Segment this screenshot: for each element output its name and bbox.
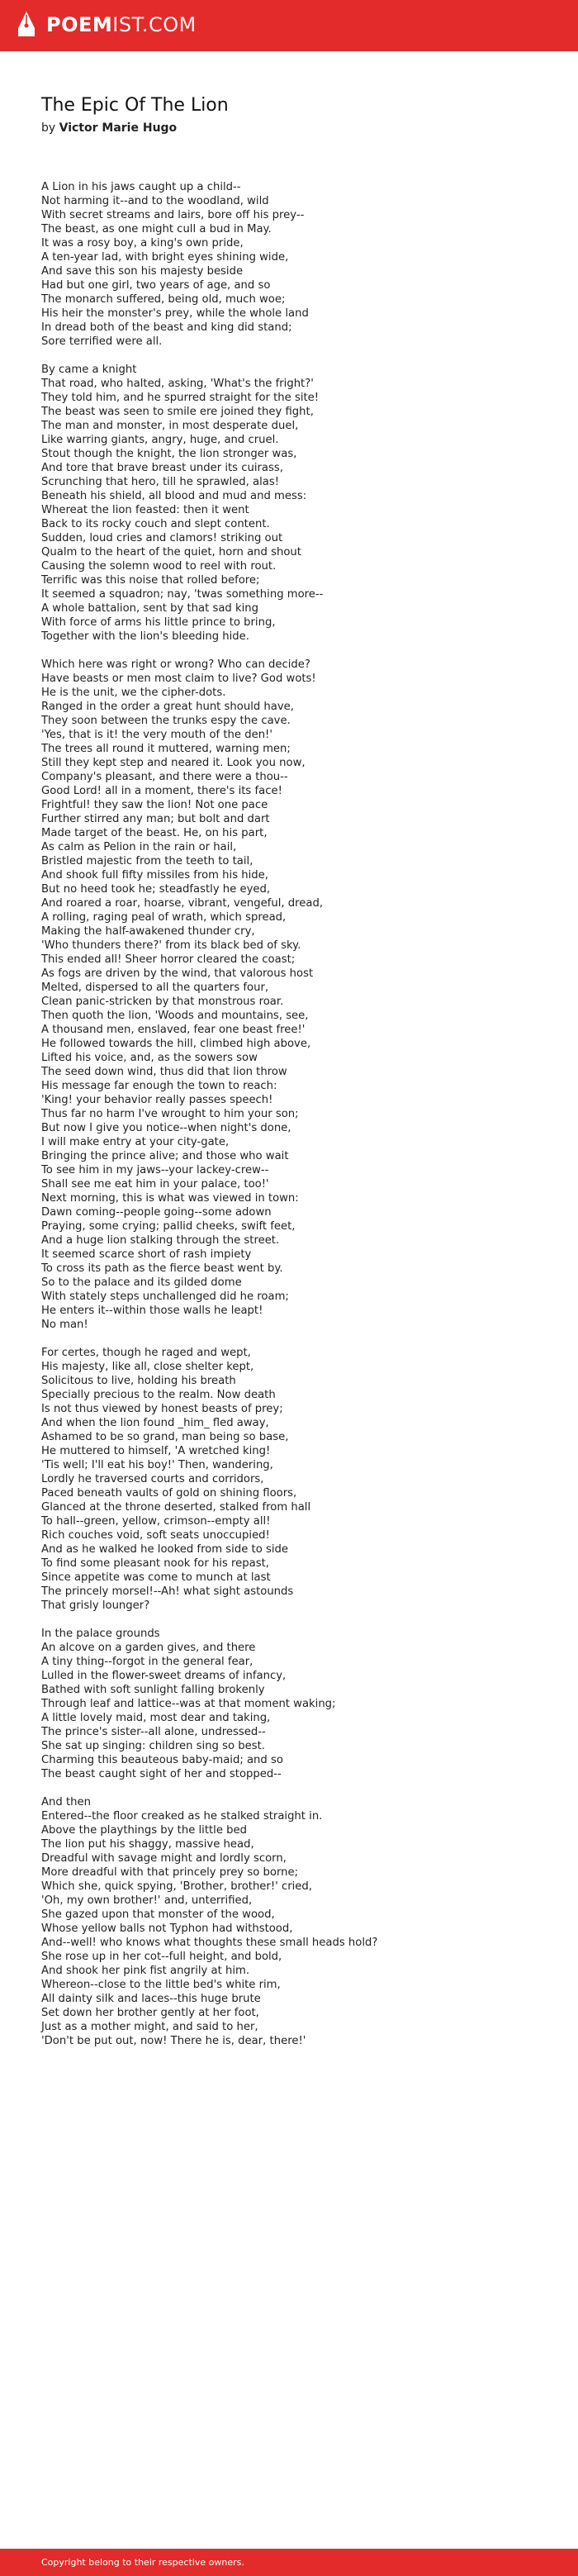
poem-line: Dreadful with savage might and lordly scorn, [41,1852,287,1865]
poem-line: Which here was right or wrong? Who can decide? [41,658,310,671]
poem-line: To hall--green, yellow, crimson--empty all! [41,1515,271,1528]
poem-line: Lulled in the flower-sweet dreams of infancy, [41,1670,287,1682]
poem-line: In the palace grounds [41,1628,160,1640]
poem-line: His majesty, like all, close shelter kept, [41,1361,254,1373]
site-logo-text [46,12,197,38]
poem-line: Glanced at the throne deserted, stalked from hall [41,1501,311,1514]
poem-line: Rich couches void, soft seats unoccupied! [41,1529,270,1542]
poem-line: Specially precious to the realm. Now death [41,1389,276,1401]
poem-line: His heir the monster's prey, while the whole land [41,307,309,320]
poem-line: Beneath his shield, all blood and mud and mess: [41,490,307,502]
poem-line: The lion put his shaggy, massive head, [41,1838,254,1851]
poem-line: He is the unit, we the cipher-dots. [41,687,226,699]
poem-line: A Lion in his jaws caught up a child-- [41,181,241,193]
poem-line: Stout though the knight, the lion stronger was, [41,448,297,460]
poem-line: 'King! your behavior really passes speech! [41,1094,273,1106]
poem-line: Since appetite was come to munch at last [41,1571,271,1584]
poem-line: To see him in my jaws--your lackey-crew-- [41,1164,269,1176]
poem-line: A whole battalion, sent by that sad king [41,602,258,615]
poem-line: He followed towards the hill, climbed high above, [41,1038,311,1050]
poem-line: An alcove on a garden gives, and there [41,1642,256,1654]
poem-line: Good Lord! all in a moment, there's its face! [41,785,282,797]
poem-line: This ended all! Sheer horror cleared the coast; [41,953,296,966]
poem-line: By came a knight [41,364,137,376]
poem-line: The monarch suffered, being old, much woe; [41,293,286,306]
poem-line: Is not thus viewed by honest beasts of prey; [41,1403,283,1415]
pen-nib-icon [18,12,35,38]
poem-stanza [41,1795,553,2048]
poem-stanza [41,1627,553,1781]
poem-stanza [41,658,553,1332]
poem-line: And save this son his majesty beside [41,265,244,278]
poem-line: His message far enough the town to reach: [41,1080,277,1092]
poem-line: But now I give you notice--when night's done, [41,1122,291,1134]
poem-line: Melted, dispersed to all the quarters four, [41,981,269,994]
poem-line: As fogs are driven by the wind, that valorous host [41,967,314,980]
poem-line: She rose up in her cot--full height, and bold, [41,1951,282,1963]
poem-line: Shall see me eat him in your palace, too!' [41,1178,269,1191]
poem-stanza [41,180,553,349]
poem-line: Solicitous to live, holding his breath [41,1375,236,1387]
poem-line: They told him, and he spurred straight for the site! [41,392,320,404]
poem-body [41,180,553,2062]
poem-line: Next morning, this is what was viewed in town: [41,1192,299,1205]
poem-line: As calm as Pelion in the rain or hail, [41,841,237,853]
poem-line: 'Oh, my own brother!' and, unterrified, [41,1894,253,1907]
poem-line: Ranged in the order a great hunt should have, [41,701,294,713]
poem-line: She gazed upon that monster of the wood, [41,1908,275,1921]
poem-line: Lifted his voice, and, as the sowers sow [41,1052,258,1064]
site-header [0,0,578,51]
poem-line: A thousand men, enslaved, fear one beast free!' [41,1024,306,1036]
poem-line: A rolling, raging peal of wrath, which spread, [41,911,287,924]
poem-line: Bristled majestic from the teeth to tail, [41,855,253,867]
poem-line: And shook her pink fist angrily at him. [41,1965,250,1977]
poem-line: Scrunching that hero, till he sprawled, alas! [41,476,280,488]
poem-line: Not harming it--and to the woodland, wild [41,195,269,207]
poem-line: With force of arms his little prince to bring, [41,616,276,629]
poem-line: She sat up singing: children sing so best. [41,1740,265,1752]
poem-line: But no heed took he; steadfastly he eyed, [41,883,271,896]
poem-line: 'Who thunders there?' from its black bed of sky. [41,939,301,952]
poem-line: Made target of the beast. He, on his part, [41,827,268,839]
site-logo-link[interactable] [18,12,197,38]
poem-line: The man and monster, in most desperate duel, [41,420,299,432]
poem-line: And then [41,1796,91,1808]
poem-line: Whose yellow balls not Typhon had withstood, [41,1922,293,1935]
poem-line: For certes, though he raged and wept, [41,1347,251,1359]
poem-line: Further stirred any man; but bolt and dart [41,813,270,825]
poem-line: Paced beneath vaults of gold on shining floors, [41,1487,297,1499]
poem-line: In dread both of the beast and king did stand; [41,321,292,334]
poem-line: Back to its rocky couch and slept content. [41,518,270,530]
by-label: by [41,121,56,135]
poem-line: He enters it--within those walls he leapt! [41,1305,263,1317]
poem-line: Which she, quick spying, 'Brother, brother!' cried, [41,1880,312,1893]
poem-line: Making the half-awakened thunder cry, [41,925,255,938]
poem-line: Company's pleasant, and there were a thou-- [41,771,288,783]
byline [41,121,177,135]
poem-line: To find some pleasant nook for his repast, [41,1557,269,1570]
poem-line: Bringing the prince alive; and those who wait [41,1150,289,1162]
poem-line: The trees all round it muttered, warning men; [41,743,291,755]
poem-line: He muttered to himself, 'A wretched king! [41,1445,271,1457]
poem-line: Set down her brother gently at her foot, [41,2007,259,2019]
poem-line: And when the lion found _him_ fled away, [41,1417,269,1429]
poem-line: And tore that brave breast under its cuirass, [41,462,283,474]
poem-line: Whereon--close to the little bed's white rim, [41,1979,281,1991]
logo-bold: POEM [46,13,113,36]
logo-light: IST.COM [112,13,197,36]
poem-line: That road, who halted, asking, 'What's the fright?' [41,378,314,390]
poem-line: The beast was seen to smile ere joined they fight, [41,406,314,418]
poem-line: Just as a mother might, and said to her, [41,2021,258,2033]
poem-line: Terrific was this noise that rolled before; [41,574,260,587]
poem-line: Charming this beauteous baby-maid; and so [41,1754,283,1766]
poem-line: Praying, some crying; pallid cheeks, swift feet, [41,1220,296,1233]
poem-line: Lordly he traversed courts and corridors, [41,1473,264,1485]
poem-line: The prince's sister--all alone, undressed-- [41,1726,266,1738]
poem-line: And--well! who knows what thoughts these small heads hold? [41,1937,378,1949]
poem-line: 'Yes, that is it! the very mouth of the den!' [41,729,272,741]
poem-line: And shook full fifty missiles from his hide, [41,869,268,882]
poem-line: 'Tis well; I'll eat his boy!' Then, wandering, [41,1459,273,1471]
poem-line: Had but one girl, two years of age, and so [41,279,271,292]
poem-line: More dreadful with that princely prey so borne; [41,1866,299,1879]
poem-line: It was a rosy boy, a king's own pride, [41,237,244,250]
poem-line: Sore terrified were all. [41,335,163,348]
poem-line: So to the palace and its gilded dome [41,1276,242,1289]
poem-line: Sudden, loud cries and clamors! striking out [41,532,283,544]
poem-line: With stately steps unchallenged did he roam; [41,1290,289,1303]
poem-line: The princely morsel!--Ah! what sight astounds [41,1585,294,1598]
poem-line: Have beasts or men most claim to live? God wots! [41,673,316,685]
poem-line: Above the playthings by the little bed [41,1824,248,1837]
poem-stanza [41,363,553,644]
poem-line: Clean panic-stricken by that monstrous roar. [41,996,284,1008]
poem-line: A little lovely maid, most dear and taking, [41,1712,271,1724]
poem-line: It seemed a squadron; nay, 'twas something more-- [41,588,324,601]
poem-line: Qualm to the heart of the quiet, horn and shout [41,546,301,558]
poem-line: That grisly lounger? [41,1599,150,1612]
poem-line: Bathed with soft sunlight falling brokenly [41,1684,265,1696]
poem-line: With secret streams and lairs, bore off his prey-- [41,209,305,221]
poem-line: All dainty silk and laces--this huge brute [41,1993,261,2005]
poem-line: The beast caught sight of her and stopped-- [41,1768,282,1780]
poem-line: And a huge lion stalking through the street. [41,1234,280,1247]
poem-line: To cross its path as the fierce beast went by. [41,1262,283,1275]
poem-line: Still they kept step and neared it. Look you now, [41,757,306,769]
poem-line: Whereat the lion feasted: then it went [41,504,249,516]
poem-title: The Epic Of The Lion [41,95,229,116]
poem-line: Together with the lion's bleeding hide. [41,630,249,643]
poem-line: Dawn coming--people going--some adown [41,1206,272,1219]
poem-line: I will make entry at your city-gate, [41,1136,230,1148]
poem-line: They soon between the trunks espy the cave. [41,715,291,727]
poem-line: No man! [41,1319,88,1331]
poem-line: Ashamed to be so grand, man being so base, [41,1431,289,1443]
author-link[interactable]: Victor Marie Hugo [59,121,178,135]
site-footer [0,2549,578,2576]
poem-line: Causing the solemn wood to reel with rout. [41,560,277,573]
poem-line: Entered--the floor creaked as he stalked straight in. [41,1810,323,1823]
poem-line: And roared a roar, hoarse, vibrant, vengeful, dread, [41,897,324,910]
poem-line: The seed down wind, thus did that lion throw [41,1066,287,1078]
poem-line: Like warring giants, angry, huge, and cruel. [41,434,279,446]
poem-line: And as he walked he looked from side to side [41,1543,288,1556]
poem-line: Then quoth the lion, 'Woods and mountains, see, [41,1010,309,1022]
poem-line: It seemed scarce short of rash impiety [41,1248,252,1261]
poem-line: Through leaf and lattice--was at that moment waking; [41,1698,336,1710]
poem-line: 'Don't be put out, now! There he is, dear, there!' [41,2035,306,2047]
poem-line: The beast, as one might cull a bud in May. [41,223,272,235]
poem-line: Frightful! they saw the lion! Not one pace [41,799,268,811]
copyright-text: Copyright belong to their respective owners. [41,2557,244,2568]
poem-stanza [41,1346,553,1613]
poem-line: A ten-year lad, with bright eyes shining wide, [41,251,289,264]
poem-line: A tiny thing--forgot in the general fear, [41,1656,253,1668]
poem-line: Thus far no harm I've wrought to him your son; [41,1108,299,1120]
